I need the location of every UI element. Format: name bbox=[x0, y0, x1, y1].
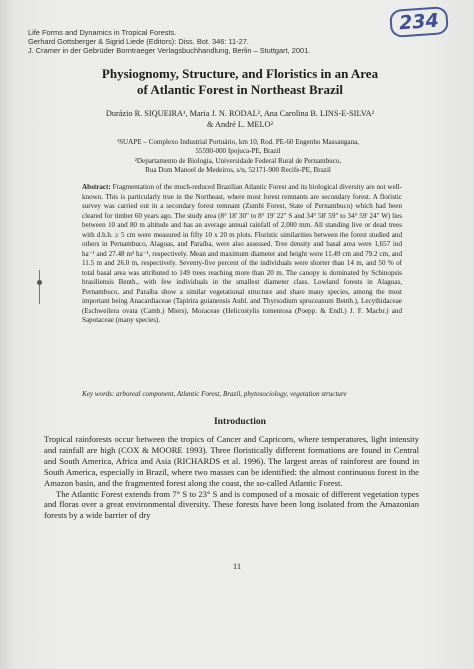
body-paragraph-1: Tropical rainforests occur between the tropics of Cancer and Capricorn, where temperatures, light intensity and rainfall are high (COX & MOORE 1993). Three floristically different formations are found in Central and South America, Africa and Asia (RICHARDS et al. 1996). The largest areas of rainforest are found in South America, especially in Brazil, where two masses can be identified: the almost continuous forest in the Amazon basin, and the fragmented forest along the coast, the so-called Atlantic Forest. bbox=[44, 434, 419, 488]
header-line-2: Gerhard Gottsberger & Sigrid Liede (Editors): Diss. Bot. 346: 11-27. bbox=[28, 37, 249, 46]
abstract-text: Fragmentation of the much-reduced Brazilian Atlantic Forest and its biological diversity are not well-known. This is particularly true in the Northeast, where most forest remnants are secondary forest. A floristic survey was carried out in a secondary forest remnant (Zumbi Forest, State of Pernambuco) which had been cleared for timber 60 years ago. The study area (8° 18' 30" to 8° 19' 22" S and 34° 58' 59" to 34° 59' 24" W) lies between 10 and 80 m altitude and has an average annual rainfall of 2,000 mm. All standing live or dead trees with d.b.h. ≥ 5 cm were measured in fifty 10 x 20 m plots. Floristic similarities between the forest studied and others in Pernambuco, Alagoas, and Paraíba, were also assessed. Tree density and basal area were 1,657 ind ha⁻¹ and 27.48 m² ha⁻¹, respectively. Mean and maximum diameter and height were 11.49 cm and 79.2 cm, and 11.5 m and 26.0 m, respectively. Seventy-five percent of the individuals were shorter than 14 m, and 50 % of total basal area was attributed to 149 trees reaching more than 20 m. The canopy is dominated by Schinopsis brasiliensis Benth., with few individuals in the smallest diameter class. Lowland forests in Alagoas, Pernambuco, and Paraíba show a similar vegetational structure and share many species, among the most important being Anacardiaceae (Tapirira guianensis Aubl. and Thyrsodium spruceanum Benth.), Lecythidaceae (Eschweilera ovata (Camb.) Miers), Moraceae (Helicostylis tomentosa (Poepp. & Endl.) J. F. Macbr.) and Sapotaceae (many species). bbox=[82, 183, 403, 324]
keywords-text: arboreal component, Atlantic Forest, Brazil, phytosociology, vegetation structure bbox=[116, 390, 347, 398]
affiliation-2-line-1: ²Departamento de Biologia, Universidade Federal Rural de Pernambuco, bbox=[134, 156, 342, 165]
section-heading-introduction: Introduction bbox=[213, 416, 267, 427]
authors-line-1: Durázio R. SIQUEIRA¹, Maria J. N. RODAL², Ana Carolina B. LINS-E-SILVA² bbox=[105, 109, 375, 118]
abstract-label: Abstract: bbox=[82, 183, 111, 191]
body-paragraph-2: The Atlantic Forest extends from 7° S to 23° S and is composed of a mosaic of different vegetation types and floras over a great environmental diversity. These forests have been long isolated from the Amazonian forests by a wide barrier of dry bbox=[44, 488, 419, 521]
keywords-label: Key words: bbox=[82, 390, 115, 398]
abstract bbox=[82, 183, 402, 326]
header-line-3: J. Cramer in der Gebrüder Borntraeger Verlagsbuchhandlung, Berlin – Stuttgart, 2001. bbox=[28, 46, 311, 55]
publication-header bbox=[28, 28, 368, 55]
affiliation-1-line-1: ¹SUAPE – Complexo Industrial Portuário, km 10, Rod. PE-60 Engenho Massangana, bbox=[116, 138, 360, 146]
author-list bbox=[60, 108, 420, 130]
affiliations bbox=[78, 138, 398, 176]
affiliation-1-line-2: 55590-000 Ipojuca-PE, Brazil bbox=[195, 147, 281, 156]
title-line-2: of Atlantic Forest in Northeast Brazil bbox=[137, 82, 343, 97]
page-number: 11 bbox=[232, 562, 242, 571]
paper-title bbox=[60, 66, 420, 98]
keywords bbox=[82, 390, 402, 400]
title-line-1: Physiognomy, Structure, and Floristics in an Area bbox=[101, 66, 379, 81]
introduction-body bbox=[44, 434, 419, 521]
margin-pencil-mark bbox=[38, 270, 41, 304]
handwritten-page-stamp: 234 bbox=[389, 6, 449, 38]
affiliation-2-line-2: Rua Dom Manoel de Medeiros, s/n, 52171-900 Recife-PE, Brazil bbox=[145, 166, 331, 175]
header-line-1: Life Forms and Dynamics in Tropical Forests. bbox=[28, 28, 177, 37]
authors-line-2: & André L. MELO² bbox=[206, 120, 274, 129]
